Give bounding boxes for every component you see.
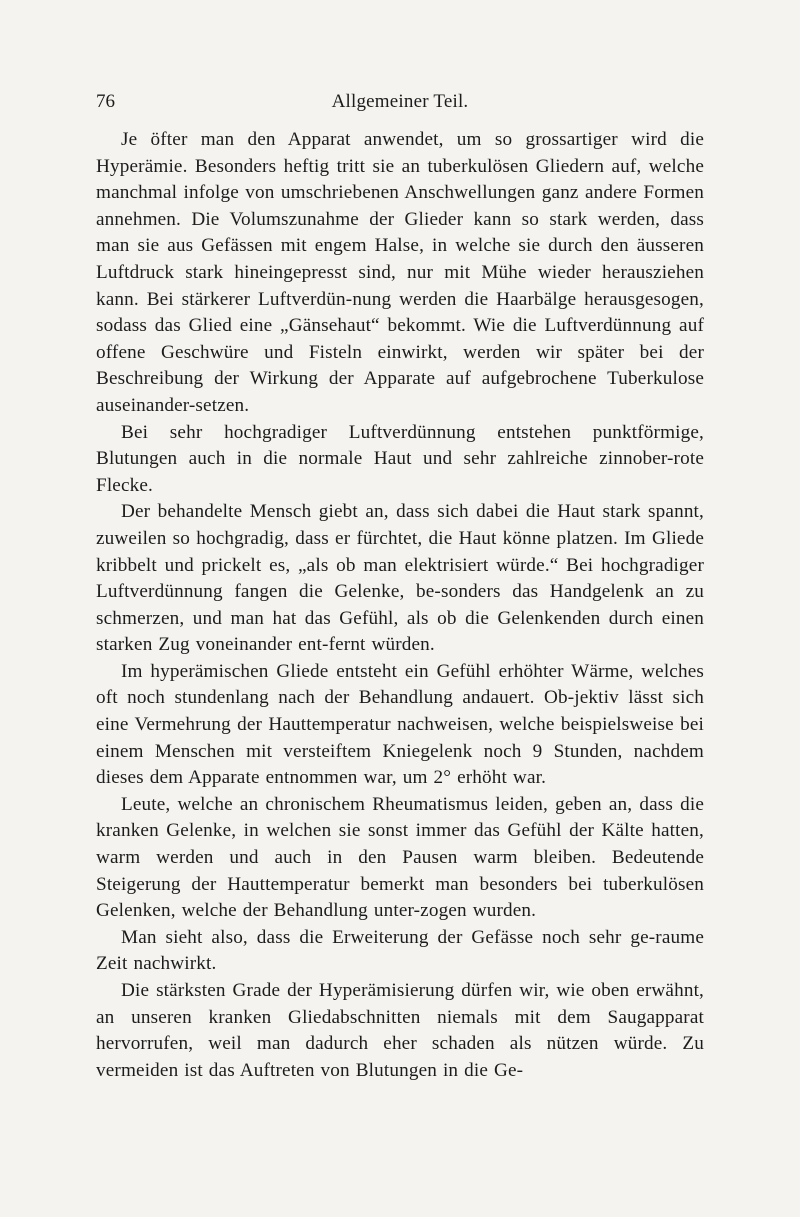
paragraph: Der behandelte Mensch giebt an, dass sich dabei die Haut stark spannt, zuweilen so hochgradig, dass er fürchtet, die Haut könne platzen. Im Gliede kribbelt und prickelt es, „als ob man elektrisiert würde.“ Bei hochgradiger Luftverdünnung fangen die Gelenke, be-sonders das Handgelenk an zu schmerzen, und man hat das Gefühl, als ob die Gelenkenden durch einen starken Zug voneinander ent-fernt würden.: [96, 501, 704, 656]
paragraph: Je öfter man den Apparat anwendet, um so grossartiger wird die Hyperämie. Besonders heftig tritt sie an tuberkulösen Gliedern auf, welche manchmal infolge von umschriebenen Anschwellungen ganz andere Formen annehmen. Die Volumszunahme der Glieder kann so stark werden, dass man sie aus Gefässen mit engem Halse, in welche sie durch den äusseren Luftdruck stark hineingepresst sind, nur mit Mühe wieder herausziehen kann. Bei stärkerer Luftverdün-nung werden die Haarbälge herausgesogen, sodass das Glied eine „Gänsehaut“ bekommt. Wie die Luftverdünnung auf offene Geschwüre und Fisteln einwirkt, werden wir später bei der Beschreibung der Wirkung der Apparate auf aufgebrochene Tuberkulose auseinander-setzen.: [96, 129, 704, 416]
running-head: Allgemeiner Teil.: [331, 91, 469, 112]
paragraph: Bei sehr hochgradiger Luftverdünnung entstehen punktförmige, Blutungen auch in die normale Haut und sehr zahlreiche zinnober-rote Flecke.: [96, 421, 704, 496]
page-header: [96, 90, 704, 114]
paragraph: Die stärksten Grade der Hyperämisierung dürfen wir, wie oben erwähnt, an unseren kranken Gliedabschnitten niemals mit dem Saugapparat hervorrufen, weil man dadurch eher schaden als nützen würde. Zu vermeiden ist das Auftreten von Blutungen in die Ge-: [96, 980, 704, 1081]
paragraph: Im hyperämischen Gliede entsteht ein Gefühl erhöhter Wärme, welches oft noch stundenlang nach der Behandlung andauert. Ob-jektiv lässt sich eine Vermehrung der Hauttemperatur nachweisen, welche beispielsweise bei einem Menschen mit versteiftem Kniegelenk noch 9 Stunden, nachdem dieses dem Apparate entnommen war, um 2° erhöht war.: [96, 660, 704, 789]
paragraph: Man sieht also, dass die Erweiterung der Gefässe noch sehr ge-raume Zeit nachwirkt.: [96, 926, 704, 975]
paragraph: Leute, welche an chronischem Rheumatismus leiden, geben an, dass die kranken Gelenke, in welchen sie sonst immer das Gefühl der Kälte hatten, warm werden und auch in den Pausen warm bleiben. Bedeutende Steigerung der Hauttemperatur bemerkt man besonders bei tuberkulösen Gelenken, welche der Behandlung unter-zogen wurden.: [96, 793, 704, 922]
body-text: [96, 127, 704, 1084]
page-number: 76: [96, 91, 115, 112]
